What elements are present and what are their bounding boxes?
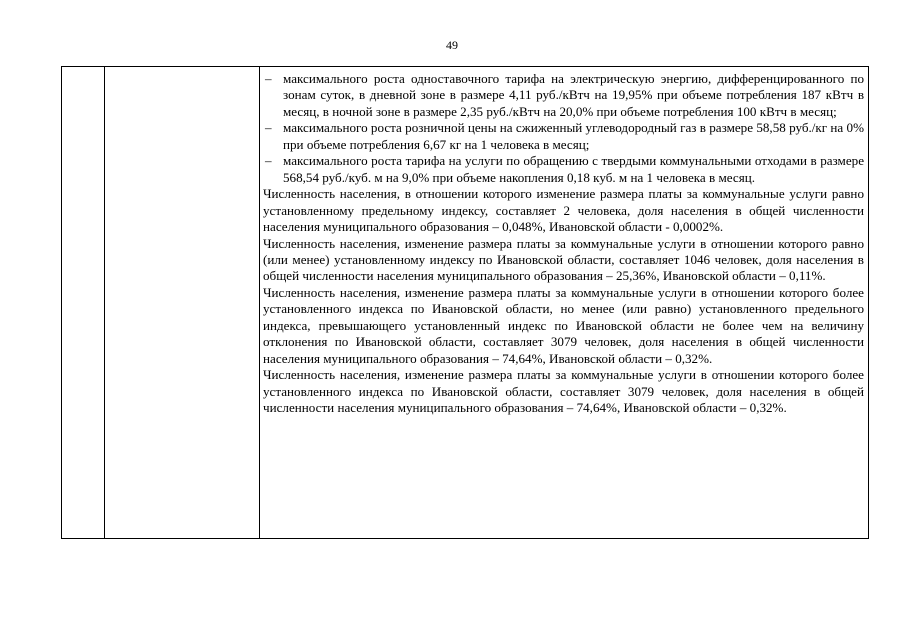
page-number: 49: [446, 38, 458, 52]
dash-bullet: –: [265, 120, 272, 136]
dash-bullet: –: [265, 153, 272, 169]
table-column-divider: [259, 67, 260, 538]
paragraph: Численность населения, изменение размера платы за коммунальные услуги в отношении которого более установленного индекса по Ивановской области, составляет 3079 человек, доля населения в общей численности населения муниципального образования – 74,64%, Ивановской области – 0,32%.: [263, 367, 864, 416]
paragraph: Численность населения, изменение размера платы за коммунальные услуги в отношении которого равно (или менее) установленному индексу по Ивановской области, составляет 1046 человек, доля населения в общей численности населения муниципального образования – 25,36%, Ивановской области – 0,11%.: [263, 235, 864, 284]
list-item-text: максимального роста одноставочного тарифа на электрическую энергию, дифференцированного по зонам суток, в дневной зоне в размере 4,11 руб./кВтч на 19,95% при объеме потребления 187 кВтч в месяц, в ночной зоне в размере 2,35 руб./кВтч на 20,0% при объеме потребления 100 кВтч в месяц;: [283, 71, 864, 119]
paragraph: Численность населения, изменение размера платы за коммунальные услуги в отношении которого более установленного индекса по Ивановской области, но менее (или равно) установленного предельного индекса, превышающего установленный индекс по Ивановской области не более чем на величину отклонения по Ивановской области, составляет 3079 человек, доля населения в общей численности населения муниципального образования – 74,64%, Ивановской области – 0,32%.: [263, 284, 864, 366]
list-item: [263, 120, 864, 153]
list-item: [263, 71, 864, 120]
dash-bullet: –: [265, 71, 272, 86]
table-column-divider: [104, 67, 105, 538]
list-item-text: максимального роста розничной цены на сжиженный углеводородный газ в размере 58,58 руб./кг на 0% при объеме потребления 6,67 кг на 1 человека в месяц;: [283, 120, 864, 152]
table-cell-content: [263, 71, 864, 417]
document-table: [61, 66, 869, 539]
paragraph: Численность населения, в отношении которого изменение размера платы за коммунальные услуги равно установленному предельному индексу, составляет 2 человека, доля населения в общей численности населения муниципального образования – 0,048%, Ивановской области - 0,0002%.: [263, 186, 864, 235]
list-item-text: максимального роста тарифа на услуги по обращению с твердыми коммунальными отходами в размере 568,54 руб./куб. м на 9,0% при объеме накопления 0,18 куб. м на 1 человека в месяц.: [283, 153, 864, 185]
list-item: [263, 153, 864, 186]
